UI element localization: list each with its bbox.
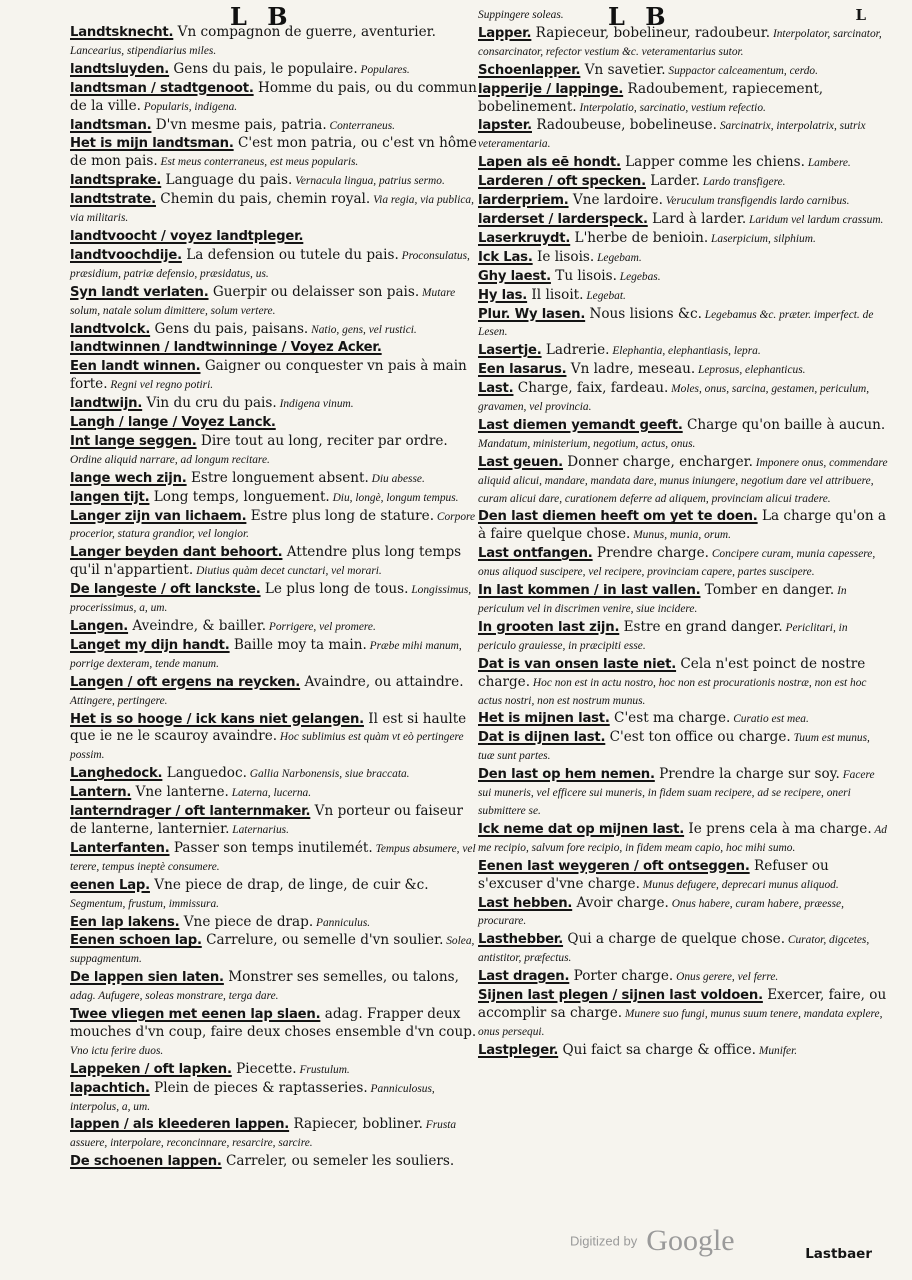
google-logo: Google xyxy=(646,1224,735,1257)
french-gloss: Gaigner ou conquester vn pais à main forte. xyxy=(70,358,467,393)
french-gloss: Vn compagnon de guerre, aventurier. xyxy=(173,24,437,40)
running-head-left: L B xyxy=(230,2,294,31)
headword: Dat is dijnen last. xyxy=(478,730,606,746)
dictionary-entry xyxy=(478,342,888,360)
latin-gloss: Corpore procerior, statura grandior, vel longior. xyxy=(70,510,476,541)
headword: landtvolck. xyxy=(70,321,151,337)
latin-gloss: Lardo transfigere. xyxy=(699,176,786,189)
french-gloss: Refuser ou s'excuser d'vne charge. xyxy=(478,857,829,892)
latin-gloss: Ordine aliquid narrare, ad longum recitare. xyxy=(70,453,270,466)
dictionary-entry xyxy=(478,211,888,229)
french-gloss: Cela n'est poinct de nostre charge. xyxy=(478,655,866,690)
latin-gloss: Vernacula lingua, patrius sermo. xyxy=(292,175,445,188)
dictionary-entry xyxy=(70,191,480,227)
french-gloss: Vne lanterne. xyxy=(131,784,229,801)
headword: lapperije / lappinge. xyxy=(478,81,624,97)
dictionary-entry xyxy=(70,228,480,246)
latin-gloss: Præbe mihi manum, porrige dexteram, tende manum. xyxy=(70,639,462,670)
headword: Langen / oft ergens na reycken. xyxy=(70,674,301,690)
french-gloss: adag. Frapper deux mouches d'vn coup, faire deux choses ensemble d'vn coup. xyxy=(70,1006,477,1040)
dictionary-entry xyxy=(478,1042,888,1060)
latin-gloss: Lancearius, stipendiarius miles. xyxy=(70,44,217,57)
headword: In grooten last zijn. xyxy=(478,619,620,635)
dictionary-entry xyxy=(478,173,888,191)
headword: langen tijt. xyxy=(70,489,150,505)
latin-gloss: Legebas. xyxy=(616,270,661,283)
headword: Een lap lakens. xyxy=(70,914,180,930)
latin-gloss: Conterraneus. xyxy=(326,119,396,132)
latin-gloss: Frusta assuere, interpolare, reconcinnare, resarcire, sarcire. xyxy=(70,1119,457,1150)
latin-gloss: Diutius quàm decet cunctari, vel morari. xyxy=(193,565,382,578)
dictionary-entry xyxy=(70,117,480,135)
dictionary-entry xyxy=(70,877,480,913)
headword: Het is so hooge / ick kans niet gelangen. xyxy=(70,711,364,727)
dictionary-entry xyxy=(70,803,480,839)
headword: larderset / larderspeck. xyxy=(478,211,648,227)
latin-gloss: Diu abesse. xyxy=(368,472,425,485)
catchword: Lastbaer xyxy=(805,1246,872,1262)
dictionary-entry xyxy=(478,380,888,416)
latin-gloss: Munus, munia, orum. xyxy=(630,529,731,542)
latin-gloss: Gallia Narbonensis, siue braccata. xyxy=(246,768,410,781)
dictionary-entry xyxy=(70,765,480,783)
latin-gloss: Laserpicium, silphium. xyxy=(708,232,816,245)
headword: larderpriem. xyxy=(478,193,569,209)
headword: landtwinnen / landtwinninge / Voyez Acker. xyxy=(70,340,382,356)
running-head-right: L B xyxy=(608,2,672,31)
headword: De langeste / oft lanckste. xyxy=(70,582,261,598)
headword: Lapper. xyxy=(478,25,532,41)
headword: Ick Las. xyxy=(478,249,533,265)
dictionary-entry xyxy=(70,508,480,544)
latin-gloss: Suppactor calceamentum, cerdo. xyxy=(665,64,818,77)
latin-gloss: Hoc non est in actu nostro, hoc non est procurationis nostræ, non est hoc actus nostri, non est nostrum munus. xyxy=(478,676,867,707)
headword: Een lasarus. xyxy=(478,362,567,378)
dictionary-entry xyxy=(478,582,888,618)
french-gloss: Carreler, ou semeler les souliers. xyxy=(221,1153,455,1170)
dictionary-entry xyxy=(70,321,480,339)
latin-gloss: Imponere onus, commendare aliquid alicui, mandare, mandata dare, munus iniungere, negotium dare vel attribuere, curam alicui dare, curationem deferre ad aliquem, provinciam alicui tradere. xyxy=(478,456,888,505)
latin-gloss: Concipere curam, munia capessere, onus aliquod suscipere, vel recipere, provinciam capere, partes suscipere. xyxy=(478,548,876,579)
dictionary-entry xyxy=(478,306,888,342)
french-gloss: Nous lisions &c. xyxy=(585,305,702,322)
latin-gloss: Proconsulatus, præsidium, patriæ defensio, præsidatus, us. xyxy=(70,249,470,280)
dictionary-entry xyxy=(478,417,888,453)
headword: Den last diemen heeft om yet te doen. xyxy=(478,509,758,525)
headword: Ick neme dat op mijnen last. xyxy=(478,821,685,837)
dictionary-entry xyxy=(70,339,480,357)
latin-gloss: Munus defugere, deprecari munus aliquod. xyxy=(639,878,839,891)
dictionary-entry xyxy=(478,249,888,267)
french-gloss: Chemin du pais, chemin royal. xyxy=(155,191,371,208)
french-gloss: Donner charge, encharger. xyxy=(562,453,753,470)
french-gloss: Radoubeuse, bobelineuse. xyxy=(532,117,718,134)
headword: Een landt winnen. xyxy=(70,359,201,375)
latin-gloss: Munifer. xyxy=(756,1044,798,1057)
french-gloss: Monstrer ses semelles, ou talons, xyxy=(223,969,459,986)
latin-gloss: Munere suo fungi, munus suum tenere, mandata explere, onus persequi. xyxy=(478,1007,883,1038)
french-gloss: Long temps, longuement. xyxy=(149,488,330,505)
french-gloss: Prendre la charge sur soy. xyxy=(654,766,840,783)
headword: Laserkruydt. xyxy=(478,230,571,246)
headword: landtsman / stadtgenoot. xyxy=(70,80,254,96)
headword: Hy las. xyxy=(478,287,528,303)
french-gloss: Attendre plus long temps qu'il n'appartient. xyxy=(70,544,462,579)
latin-gloss: Legebam. xyxy=(594,251,642,264)
french-gloss: Il lisoit. xyxy=(527,286,584,303)
latin-gloss: Curatio est mea. xyxy=(730,713,809,726)
french-gloss: Charge, faix, fardeau. xyxy=(513,380,669,397)
dictionary-entry xyxy=(478,154,888,172)
latin-gloss: Tempus absumere, vel terere, tempus ineptè consumere. xyxy=(70,842,476,873)
dictionary-entry xyxy=(70,470,480,488)
headword: landtvoochdije. xyxy=(70,247,182,263)
dictionary-entry xyxy=(70,284,480,320)
french-gloss: Vne piece de drap, de linge, de cuir &c. xyxy=(149,876,429,893)
french-gloss: Avaindre, ou attaindre. xyxy=(300,673,464,690)
dictionary-entry xyxy=(478,931,888,967)
headword: Den last op hem nemen. xyxy=(478,767,655,783)
dictionary-entry xyxy=(70,1153,480,1171)
latin-gloss: Legebat. xyxy=(583,289,626,302)
headword: Schoenlapper. xyxy=(478,62,581,78)
headword: Last hebben. xyxy=(478,895,573,911)
headword: Het is mijnen last. xyxy=(478,711,610,727)
headword: landtsprake. xyxy=(70,173,162,189)
headword: Langer beyden dant behoort. xyxy=(70,545,283,561)
headword: lange wech zijn. xyxy=(70,470,187,486)
headword: Larderen / oft specken. xyxy=(478,174,646,190)
dictionary-entry xyxy=(478,729,888,765)
latin-gloss: Legebamus &c. præter. imperfect. de Lesen. xyxy=(478,308,874,339)
dictionary-entry xyxy=(70,1080,480,1116)
digitization-watermark xyxy=(570,1224,735,1258)
french-gloss: Rapieceur, bobelineur, radoubeur. xyxy=(531,24,771,41)
headword: Plur. Wy lasen. xyxy=(478,306,586,322)
dictionary-entry xyxy=(70,1116,480,1152)
latin-gloss: Leprosus, elephanticus. xyxy=(695,364,806,377)
dictionary-entry xyxy=(70,1006,480,1060)
headword: Dat is van onsen laste niet. xyxy=(478,656,677,672)
french-gloss: Vn ladre, meseau. xyxy=(566,361,696,378)
headword: landtvoocht / voyez landtpleger. xyxy=(70,228,304,244)
dictionary-entry xyxy=(478,766,888,820)
french-gloss: Exercer, faire, ou accomplir sa charge. xyxy=(478,987,887,1021)
dictionary-entry xyxy=(478,117,888,153)
headword: Last. xyxy=(478,381,514,397)
dictionary-entry xyxy=(478,230,888,248)
french-gloss: Tomber en danger. xyxy=(700,582,835,599)
headword: Lasertje. xyxy=(478,343,542,359)
headword: Last dragen. xyxy=(478,969,570,985)
french-gloss: Radoubement, rapiecement, bobelinement. xyxy=(478,80,824,115)
latin-gloss: Onus habere, curam habere, præesse, procurare. xyxy=(478,897,844,928)
french-gloss: Passer son temps inutilemét. xyxy=(169,839,373,856)
latin-gloss: Ad me recipio, salvum fore recipio, in fidem meam capio, hoc mihi sumo. xyxy=(478,823,887,854)
french-gloss: Homme du pais, ou du commun de la ville. xyxy=(70,79,477,114)
dictionary-entry xyxy=(70,674,480,710)
dictionary-entry xyxy=(70,414,480,432)
french-gloss: Ie prens cela à ma charge. xyxy=(684,820,872,837)
french-gloss: Lapper comme les chiens. xyxy=(620,154,805,171)
latin-gloss: Solea, suppagmentum. xyxy=(70,935,475,966)
headword: Int lange seggen. xyxy=(70,433,197,449)
french-gloss: Avoir charge. xyxy=(572,894,669,911)
latin-gloss: Panniculosus, interpolus, a, um. xyxy=(70,1082,435,1113)
french-gloss: Charge qu'on baille à aucun. xyxy=(682,416,886,433)
headword: Lastpleger. xyxy=(478,1042,559,1058)
french-gloss: Qui faict sa charge & office. xyxy=(558,1041,756,1058)
french-gloss: La charge qu'on a à faire quelque chose. xyxy=(478,508,886,543)
french-gloss: Qui a charge de quelque chose. xyxy=(563,931,786,948)
dictionary-entry xyxy=(70,581,480,617)
french-gloss: Lard à larder. xyxy=(647,210,747,227)
headword: lappen / als kleederen lappen. xyxy=(70,1117,290,1133)
french-gloss: Il est si haulte que ie ne le scauroy avaindre. xyxy=(70,710,467,745)
latin-gloss: Frustulum. xyxy=(296,1063,350,1076)
dictionary-entry xyxy=(478,454,888,508)
dictionary-entry xyxy=(478,619,888,655)
latin-gloss: Laterna, lucerna. xyxy=(228,787,312,800)
headword: Last geuen. xyxy=(478,454,563,470)
dictionary-entry xyxy=(478,361,888,379)
headword: Ghy laest. xyxy=(478,268,551,284)
latin-gloss: Mandatum, ministerium, negotium, actus, onus. xyxy=(478,437,696,450)
headword: Eenen last weygeren / oft ontseggen. xyxy=(478,858,750,874)
french-gloss: Vne lardoire. xyxy=(568,192,663,209)
french-gloss: Baille moy ta main. xyxy=(229,636,367,653)
dictionary-entry xyxy=(478,987,888,1041)
latin-gloss: Facere sui muneris, vel efficere sui muneris, in fidem suam recipere, ad se recipere, oneri submittere se. xyxy=(478,769,875,817)
folio-mark: L xyxy=(855,6,866,24)
latin-gloss: Lambere. xyxy=(804,157,851,170)
french-gloss: Prendre charge. xyxy=(592,545,709,562)
dictionary-entry xyxy=(478,858,888,894)
headword: Lanterfanten. xyxy=(70,840,170,856)
french-gloss: Language du pais. xyxy=(161,172,293,189)
french-gloss: Aveindre, & bailler. xyxy=(128,618,267,634)
dictionary-entry xyxy=(70,80,480,116)
french-gloss: Estre en grand danger. xyxy=(619,618,783,635)
dictionary-entry xyxy=(70,544,480,580)
headword: lapachtich. xyxy=(70,1080,150,1096)
headword: Syn landt verlaten. xyxy=(70,284,209,300)
headword: Het is mijn landtsman. xyxy=(70,136,234,152)
french-gloss: Gens du pais, le populaire. xyxy=(169,60,358,77)
headword: Eenen schoen lap. xyxy=(70,933,202,949)
latin-gloss: Mutare solum, natale solum dimittere, solum vertere. xyxy=(70,286,456,317)
dictionary-entry xyxy=(478,81,888,117)
dictionary-entry xyxy=(70,969,480,1005)
french-gloss: La defension ou tutele du pais. xyxy=(181,246,399,263)
latin-gloss: Longissimus, procerissimus, a, um. xyxy=(70,584,472,615)
latin-gloss: Regni vel regno potiri. xyxy=(107,379,214,392)
dictionary-entry xyxy=(70,172,480,190)
french-gloss: Le plus long de tous. xyxy=(260,581,409,598)
headword: De schoenen lappen. xyxy=(70,1154,222,1170)
french-gloss: Rapiecer, bobliner. xyxy=(289,1116,423,1133)
french-gloss: Larder. xyxy=(645,173,700,190)
dictionary-entry xyxy=(70,784,480,802)
dictionary-entry xyxy=(70,61,480,79)
french-gloss: Estre plus long de stature. xyxy=(246,507,435,524)
latin-gloss: Interpolatio, sarcinatio, vestium refectio. xyxy=(576,101,766,114)
latin-gloss: Tuum est munus, tuæ sunt partes. xyxy=(478,732,870,763)
dictionary-entry xyxy=(478,968,888,986)
dictionary-entry xyxy=(478,287,888,305)
dictionary-entry xyxy=(70,1061,480,1079)
french-gloss: Languedoc. xyxy=(162,765,247,782)
headword: Sijnen last plegen / sijnen last voldoen. xyxy=(478,988,763,1004)
headword: Lappeken / oft lapken. xyxy=(70,1061,232,1077)
dictionary-entry xyxy=(478,62,888,80)
latin-gloss: Interpolator, sarcinator, consarcinator, refector vestium &c. veteramentarius sutor. xyxy=(478,27,882,58)
dictionary-entry xyxy=(70,433,480,469)
headword: Langen. xyxy=(70,619,129,634)
latin-gloss: adag. Aufugere, soleas monstrare, terga dare. xyxy=(70,990,279,1003)
headword: Last diemen yemandt geeft. xyxy=(478,417,683,433)
french-gloss: D'vn mesme pais, patria. xyxy=(151,116,327,133)
dictionary-entry xyxy=(70,932,480,968)
latin-gloss: Indigena vinum. xyxy=(276,398,354,411)
french-gloss: Dire tout au long, reciter par ordre. xyxy=(196,432,448,449)
dictionary-entry xyxy=(70,489,480,507)
latin-gloss: Natio, gens, vel rustici. xyxy=(308,323,417,336)
french-gloss: Ladrerie. xyxy=(541,342,610,359)
dictionary-entry xyxy=(70,914,480,932)
headword: Langh / lange / Voyez Lanck. xyxy=(70,415,276,431)
latin-gloss: Est meus conterraneus, est meus popularis. xyxy=(157,156,359,169)
dictionary-entry xyxy=(70,358,480,394)
french-gloss: Estre longuement absent. xyxy=(186,469,369,486)
left-column xyxy=(70,24,480,1171)
french-gloss: Tu lisois. xyxy=(550,267,617,284)
latin-gloss: Porrigere, vel promere. xyxy=(266,621,376,633)
dictionary-entry xyxy=(478,710,888,728)
french-gloss: C'est mon patria, ou c'est vn hôme de mon pais. xyxy=(70,135,477,170)
latin-gloss: In periculum vel in discrimen venire, siue incidere. xyxy=(478,585,847,615)
latin-gloss: Panniculus. xyxy=(313,916,371,929)
dictionary-entry xyxy=(70,24,480,60)
latin-gloss: Laridum vel lardum crassum. xyxy=(746,213,884,226)
dictionary-entry xyxy=(70,840,480,876)
french-gloss: Porter charge. xyxy=(569,968,674,985)
dictionary-entry xyxy=(70,618,480,636)
latin-gloss: Laternarius. xyxy=(229,823,289,836)
french-gloss: Vn savetier. xyxy=(580,61,666,78)
french-gloss: Carrelure, ou semelle d'vn soulier. xyxy=(201,932,444,949)
headword: Lapen als eē hondt. xyxy=(478,155,621,171)
latin-gloss: Via regia, via publica, via militaris. xyxy=(70,194,474,225)
headword: Langhedock. xyxy=(70,766,163,782)
latin-gloss: Curator, digcetes, antistitor, præfectus. xyxy=(478,934,870,965)
latin-gloss: Vno ictu ferire duos. xyxy=(70,1044,164,1057)
headword: Twee vliegen met eenen lap slaen. xyxy=(70,1007,321,1023)
dictionary-entry xyxy=(478,545,888,581)
french-gloss: Vin du cru du pais. xyxy=(142,395,277,412)
latin-gloss: Onus gerere, vel ferre. xyxy=(673,971,779,984)
right-column xyxy=(478,6,888,1060)
latin-gloss: Suppingere soleas. xyxy=(478,9,564,21)
watermark-prefix: Digitized by xyxy=(570,1233,638,1249)
headword: Lasthebber. xyxy=(478,932,564,948)
headword: landtsman. xyxy=(70,117,152,133)
headword: lapster. xyxy=(478,118,532,134)
dictionary-entry xyxy=(478,656,888,710)
headword: Langer zijn van lichaem. xyxy=(70,508,247,524)
french-gloss: Vne piece de drap. xyxy=(179,913,314,930)
dictionary-entry xyxy=(478,895,888,931)
headword: Langet my dijn handt. xyxy=(70,637,230,653)
latin-gloss: Elephantia, elephantiasis, lepra. xyxy=(609,345,761,358)
dictionary-entry xyxy=(478,25,888,61)
latin-gloss: Popularis, indigena. xyxy=(140,100,238,113)
french-gloss: L'herbe de benioin. xyxy=(570,229,709,246)
headword: eenen Lap. xyxy=(70,877,150,893)
latin-gloss: Moles, onus, sarcina, gestamen, periculum, gravamen, vel provincia. xyxy=(478,383,870,414)
french-gloss: Ie lisois. xyxy=(532,248,595,265)
latin-gloss: Attingere, pertingere. xyxy=(70,694,168,707)
dictionary-entry xyxy=(478,821,888,857)
latin-gloss: Veruculum transfigendis lardo carnibus. xyxy=(662,195,850,208)
dictionary-entry xyxy=(70,135,480,171)
headword: lanterndrager / oft lanternmaker. xyxy=(70,804,311,820)
french-gloss: Guerpir ou delaisser son pais. xyxy=(208,283,420,300)
dictionary-entry xyxy=(478,268,888,286)
french-gloss: Gens du pais, paisans. xyxy=(150,320,309,337)
latin-gloss: Populares. xyxy=(357,63,410,76)
latin-gloss: Diu, longè, longum tempus. xyxy=(329,491,459,504)
latin-gloss: Periclitari, in periculo grauiesse, in præcipiti esse. xyxy=(478,621,848,652)
dictionary-entry xyxy=(70,711,480,765)
headword: De lappen sien laten. xyxy=(70,970,224,986)
headword: landtwijn. xyxy=(70,396,143,412)
french-gloss: C'est ma charge. xyxy=(609,710,731,727)
dictionary-entry xyxy=(70,637,480,673)
headword: Last ontfangen. xyxy=(478,546,593,562)
french-gloss: Piecette. xyxy=(231,1060,297,1077)
dictionary-entry xyxy=(478,508,888,544)
dictionary-entry xyxy=(70,247,480,283)
dictionary-entry xyxy=(478,192,888,210)
headword: landtstrate. xyxy=(70,192,156,208)
dictionary-entry xyxy=(478,6,888,24)
latin-gloss: Sarcinatrix, interpolatrix, sutrix veteramentaria. xyxy=(478,120,866,151)
headword: Lantern. xyxy=(70,785,132,801)
headword: In last kommen / in last vallen. xyxy=(478,583,701,599)
latin-gloss: Segmentum, frustum, immissura. xyxy=(70,897,220,910)
headword: Landtsknecht. xyxy=(70,25,174,40)
dictionary-entry xyxy=(70,395,480,413)
french-gloss: Plein de pieces & raptasseries. xyxy=(149,1079,368,1096)
french-gloss: C'est ton office ou charge. xyxy=(605,729,791,746)
latin-gloss: Hoc sublimius est quàm vt eò pertingere possim. xyxy=(70,731,464,762)
french-gloss: Vn porteur ou faiseur de lanterne, lanternier. xyxy=(70,803,464,837)
headword: landtsluyden. xyxy=(70,61,170,77)
